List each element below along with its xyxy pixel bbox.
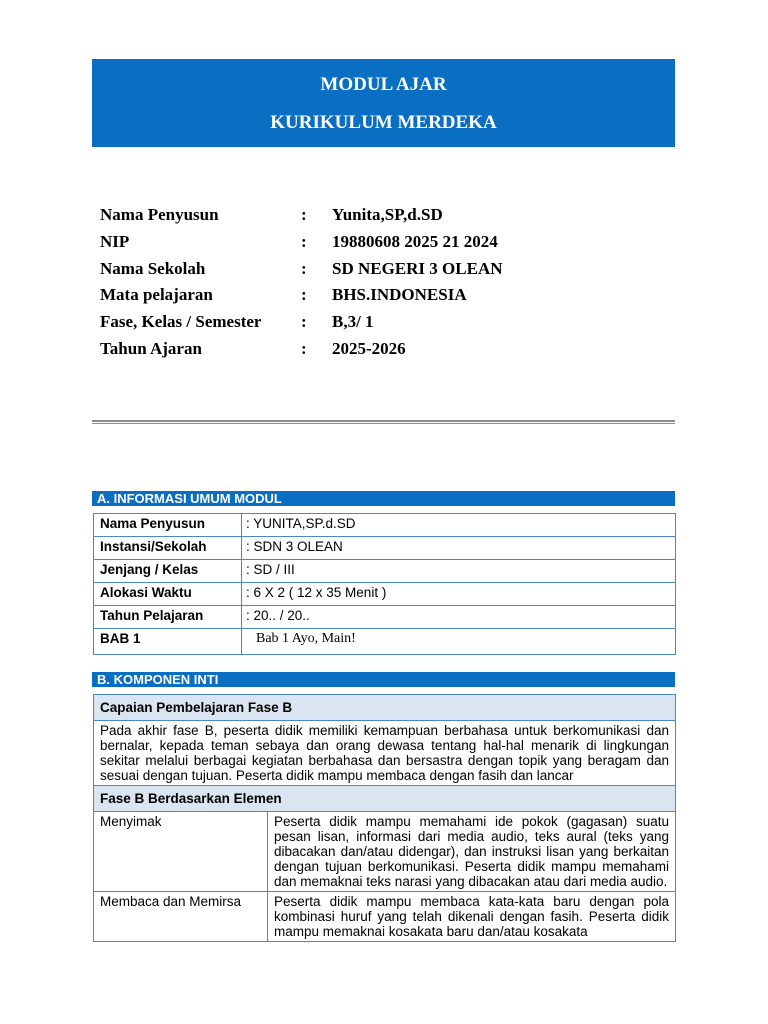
info-key: Nama Penyusun bbox=[94, 514, 242, 537]
table-row bbox=[94, 721, 676, 786]
info-value: : SD / III bbox=[242, 560, 676, 583]
identity-value: 2025-2026 bbox=[332, 338, 406, 358]
elemen-desc: Peserta didik mampu membaca kata-kata baru dengan pola kombinasi huruf yang telah dikenali dengan fasih. Peserta didik mampu memaknai kosakata baru dan/atau kosakata bbox=[268, 892, 676, 942]
info-value: : YUNITA,SP.d.SD bbox=[242, 514, 676, 537]
identity-label: Tahun Ajaran bbox=[100, 338, 202, 358]
table-row bbox=[94, 629, 676, 655]
table-row bbox=[94, 606, 676, 629]
komponen-table bbox=[93, 694, 676, 942]
table-row bbox=[94, 583, 676, 606]
banner-title: MODUL AJAR bbox=[320, 74, 447, 95]
info-key: Jenjang / Kelas bbox=[94, 560, 242, 583]
identity-value: 19880608 2025 21 2024 bbox=[332, 231, 498, 251]
info-value: : 6 X 2 ( 12 x 35 Menit ) bbox=[242, 583, 676, 606]
capaian-heading: Capaian Pembelajaran Fase B bbox=[94, 695, 676, 721]
info-value: Bab 1 Ayo, Main! bbox=[242, 629, 676, 655]
table-row bbox=[94, 892, 676, 942]
elemen-name: Menyimak bbox=[94, 812, 268, 892]
table-row bbox=[94, 514, 676, 537]
identity-colon: : bbox=[301, 258, 307, 278]
info-key: Instansi/Sekolah bbox=[94, 537, 242, 560]
identity-label: Fase, Kelas / Semester bbox=[100, 312, 262, 332]
identity-value: Yunita,SP,d.SD bbox=[332, 205, 443, 224]
identity-label: Nama Sekolah bbox=[100, 258, 206, 278]
section-b-heading: B. KOMPONEN INTI bbox=[92, 672, 675, 687]
banner-subtitle: KURIKULUM MERDEKA bbox=[270, 112, 497, 133]
table-row bbox=[94, 560, 676, 583]
elemen-name: Membaca dan Memirsa bbox=[94, 892, 268, 942]
elemen-heading: Fase B Berdasarkan Elemen bbox=[94, 786, 676, 812]
elemen-desc: Peserta didik mampu memahami ide pokok (gagasan) suatu pesan lisan, informasi dari media audio, teks aural (teks yang dibacakan dan/atau didengar), dan instruksi lisan yang berkaitan dengan tujuan berkomunikasi. Peserta didik mampu memahami dan memaknai teks narasi yang dibacakan atau dari media audio. bbox=[268, 812, 676, 892]
table-row bbox=[94, 537, 676, 560]
table-row bbox=[94, 786, 676, 812]
identity-colon: : bbox=[301, 231, 307, 251]
identity-colon: : bbox=[301, 312, 307, 332]
identity-colon: : bbox=[301, 338, 307, 358]
identity-label: Nama Penyusun bbox=[100, 205, 219, 224]
identity-value: SD NEGERI 3 OLEAN bbox=[332, 258, 503, 278]
identity-colon: : bbox=[301, 205, 307, 224]
info-value: : 20.. / 20.. bbox=[242, 606, 676, 629]
section-a-heading: A. INFORMASI UMUM MODUL bbox=[92, 491, 675, 506]
table-row bbox=[94, 695, 676, 721]
identity-label: Mata pelajaran bbox=[100, 285, 213, 305]
info-table bbox=[93, 513, 676, 655]
identity-value: B,3/ 1 bbox=[332, 312, 374, 332]
info-key: Alokasi Waktu bbox=[94, 583, 242, 606]
info-value: : SDN 3 OLEAN bbox=[242, 537, 676, 560]
info-key: BAB 1 bbox=[94, 629, 242, 655]
table-row bbox=[94, 812, 676, 892]
info-key: Tahun Pelajaran bbox=[94, 606, 242, 629]
identity-value: BHS.INDONESIA bbox=[332, 285, 467, 305]
identity-colon: : bbox=[301, 285, 307, 305]
capaian-text: Pada akhir fase B, peserta didik memiliki kemampuan berbahasa untuk berkomunikasi dan bernalar, kepada teman sebaya dan orang dewasa tentang hal-hal menarik di lingkungan sekitar melalui berbagai kegiatan berbahasa dan bersastra dengan topik yang beragam dan sesuai dengan tujuan. Peserta didik mampu membaca dengan fasih dan lancar bbox=[94, 721, 676, 786]
identity-label: NIP bbox=[100, 231, 130, 251]
